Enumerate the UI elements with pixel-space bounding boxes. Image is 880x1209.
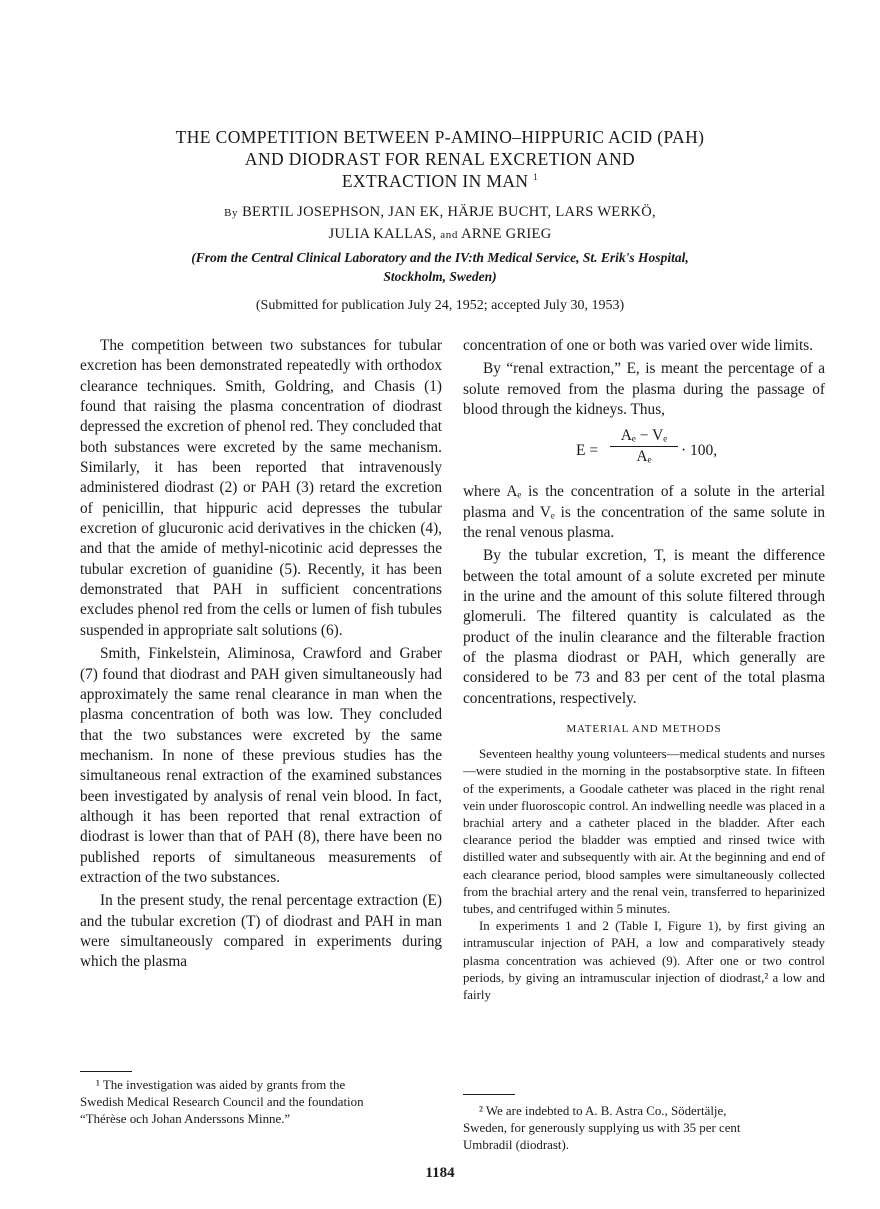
footnote-1-line-1: ¹ The investigation was aided by grants from the [96,1078,346,1092]
definition-paragraph: where Aₑ is the concentration of a solute in the arterial plasma and Vₑ is the concentration of the same solute in the renal venous plasma. [463,483,825,542]
methods-paragraph-2: In experiments 1 and 2 (Table I, Figure 1), by first giving an intramuscular injection of PAH, a low and comparatively steady plasma concentration was achieved (9). After one or two control periods, by giving an intramuscular injection of diodrast,² a low and fairly [463,919,825,1002]
right-column [463,336,825,1004]
left-column [80,336,442,973]
equation-denominator: Aₑ [636,448,652,466]
authors-line-2a: JULIA KALLAS, [328,226,437,242]
renal-extraction-paragraph: By “renal extraction,” E, is meant the percentage of a solute removed from the plasma during the passage of blood through the kidneys. Thus, [463,360,825,419]
authors-line-1-text: BERTIL JOSEPHSON, JAN EK, HÄRJE BUCHT, LARS WERKÖ, [242,204,656,220]
footnote-1-line-2: Swedish Medical Research Council and the foundation [80,1095,364,1110]
footnote-1 [80,1077,442,1129]
footnote-divider-left [80,1071,132,1072]
equation-rhs: · 100, [681,442,718,460]
footnote-2-line-3: Umbradil (diodrast). [463,1138,569,1153]
author-line-2 [80,224,800,246]
authors-line-2b: ARNE GRIEG [461,226,552,242]
submission-dates: (Submitted for publication July 24, 1952; accepted July 30, 1953) [255,298,625,313]
by-label: By [224,207,239,219]
intro-paragraph-3: In the present study, the renal percentage extraction (E) and the tubular excretion (T) of diodrast and PAH in man were simultaneously compared in experiments during which the plasma [80,892,442,971]
title-footnote-mark: 1 [533,172,539,183]
title-line-3-text: EXTRACTION IN MAN [341,171,529,191]
footnote-2-line-2: Sweden, for generously supplying us with 35 per cent [463,1121,741,1136]
equation-numerator: Aₑ − Vₑ [610,426,678,447]
and-label: and [440,229,458,241]
equation-fraction [610,426,678,466]
intro-paragraph-2: Smith, Finkelstein, Aliminosa, Crawford and Graber (7) found that diodrast and PAH given simultaneously had approximately the same renal clearance in man when the plasma concentration of both was low. They concluded that the two substances were excreted by the same mechanism. In none of these previous studies has the simultaneous renal extraction of the examined substances been investigated by analysis of renal vein blood. In fact, although it has been reported that renal extraction of diodrast is lower than that of PAH (8), there have been no published reports of simultaneous measurements of extraction of the two substances. [80,645,442,886]
title-line-3 [80,170,800,192]
footnote-2 [463,1103,825,1155]
footnote-2-line-1: ² We are indebted to A. B. Astra Co., Södertälje, [479,1104,727,1118]
intro-paragraph-1: The competition between two substances for tubular excretion has been demonstrated repeatedly with orthodox clearance techniques. Smith, Goldring, and Chasis (1) found that raising the plasma concentration of diodrast depressed the excretion of phenol red. They concluded that both substances were excreted by the same mechanism. Similarly, it has been reported that intravenously administered diodrast (2) or PAH (3) retard the excretion of penicillin, that hippuric acid depresses the tubular excretion of glucuronic acid derivatives in the chicken (4), and that the amide of methyl-nicotinic acid depresses the tubular excretion of guanidine (5). Recently, it has been demonstrated that PAH in sufficient concentrations excludes phenol red from the cells or lumen of fish tubules suspended in appropriate salt solutions (6). [80,337,442,639]
affiliation [80,248,800,286]
title-line-2: AND DIODRAST FOR RENAL EXCRETION AND [244,149,636,169]
methods-paragraph-1: Seventeen healthy young volunteers—medical students and nurses—were studied in the morning in the postabsorptive state. In fifteen of the experiments, a Goodale catheter was placed in the right renal vein under fluoroscopic control. An indwelling needle was placed in a brachial artery and a catheter placed in the bladder. After each clearance period the bladder was emptied and rinsed twice with distilled water and subsequently with air. At the beginning and end of each clearance period, blood samples were simultaneously collected from the brachial artery and the renal vein, transferred to heparinized tubes, and centrifuged within 5 minutes. [463,747,825,916]
author-list [80,202,800,246]
extraction-equation [463,420,825,482]
section-heading: MATERIAL AND METHODS [566,723,722,736]
affiliation-line-1: (From the Central Clinical Laboratory and the IV:th Medical Service, St. Erik's Hospital, [191,250,689,265]
equation-lhs: E = [576,442,599,460]
tubular-excretion-paragraph: By the tubular excretion, T, is meant the difference between the total amount of a solute excreted per minute in the urine and the amount of this solute filtered through glomeruli. The filtered quantity is calculated as the product of the inulin clearance and the filterable fraction of the plasma diodrast or PAH, which generally are considered to be 73 and 83 per cent of the total plasma concentrations, respectively. [463,547,825,707]
author-line-1 [80,202,800,224]
affiliation-line-2: Stockholm, Sweden) [383,269,497,284]
article-title [80,126,800,192]
page-number: 1184 [425,1165,455,1181]
footnote-divider-right [463,1094,515,1095]
footnote-1-line-3: “Thérèse och Johan Anderssons Minne.” [80,1112,291,1127]
continued-paragraph: concentration of one or both was varied over wide limits. [463,337,814,354]
title-line-1: THE COMPETITION BETWEEN P-AMINO–HIPPURIC ACID (PAH) [175,127,705,147]
